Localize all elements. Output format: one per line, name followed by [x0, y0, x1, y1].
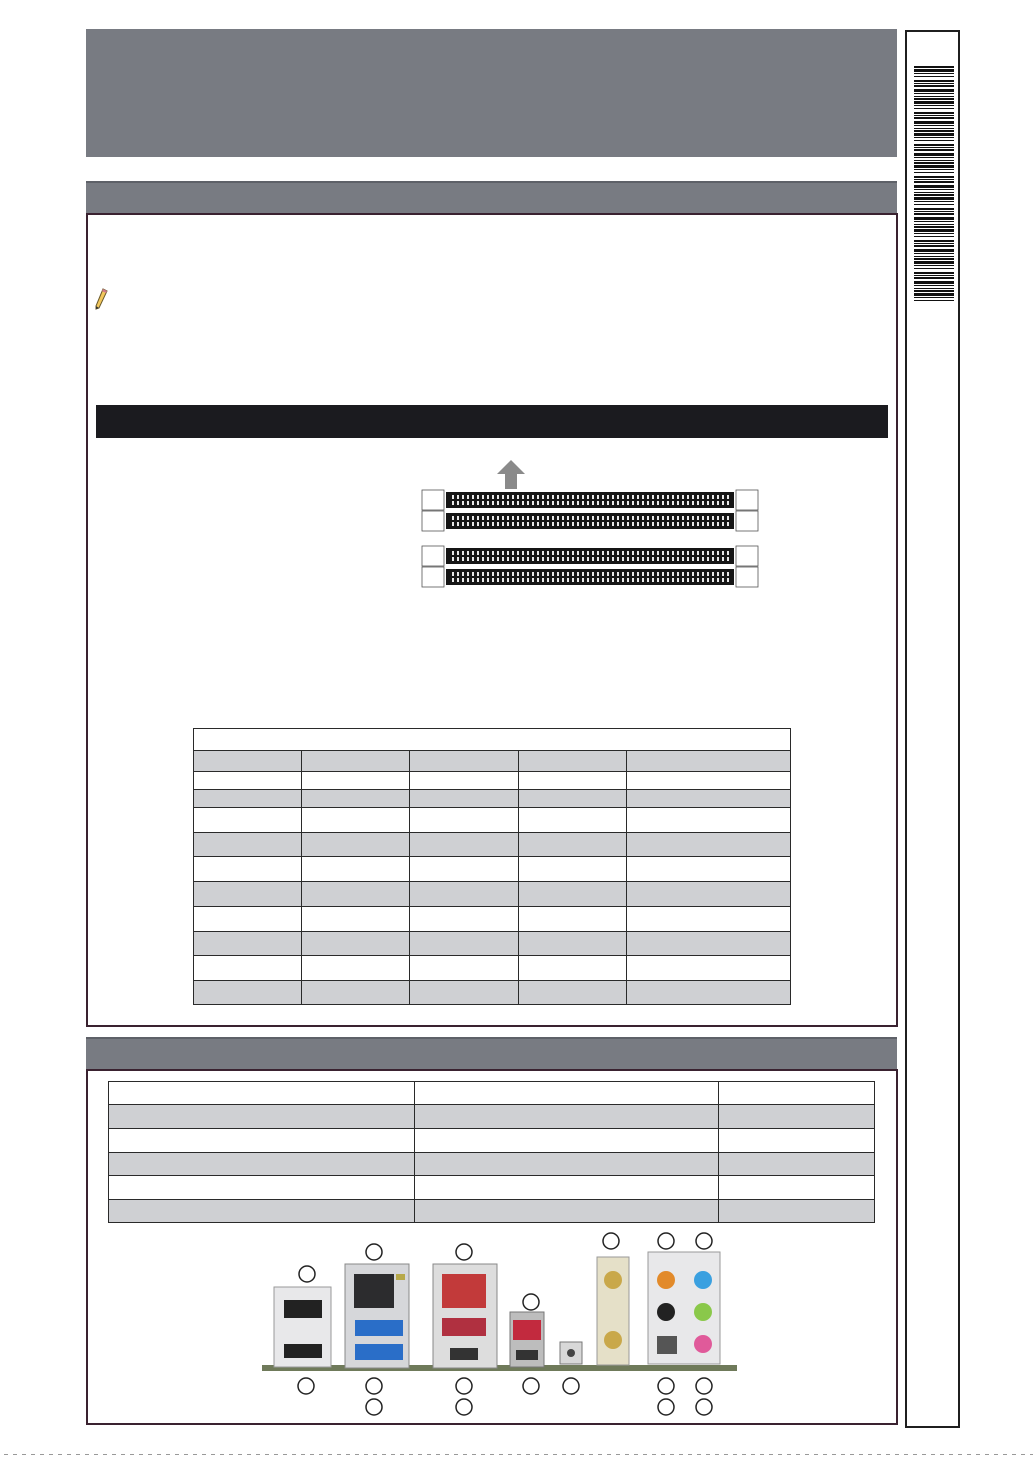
barcode-icon	[914, 66, 954, 304]
arrow-up-icon	[497, 460, 525, 489]
dimm-diagram-bar	[96, 405, 888, 438]
dimm-slot	[422, 490, 758, 510]
usb-red-stack	[510, 1312, 544, 1367]
antenna-ports	[597, 1257, 629, 1365]
dimm-slot	[422, 567, 758, 587]
io-section-title	[86, 1039, 897, 1053]
dimm-slot	[422, 546, 758, 566]
header-band	[86, 29, 897, 157]
dimm-slot-diagram	[420, 458, 760, 598]
audio-jacks	[648, 1252, 720, 1364]
memory-population-table	[193, 728, 791, 1005]
crop-marks	[0, 1452, 1033, 1458]
io-table	[108, 1081, 875, 1223]
lan-usb-stack-2	[433, 1264, 497, 1368]
pencil-icon	[94, 288, 108, 312]
dimm-slot	[422, 511, 758, 531]
back-panel-io-diagram	[262, 1232, 737, 1422]
displayport-hdmi-port	[274, 1287, 331, 1367]
lan-usb-stack-1	[345, 1264, 409, 1368]
dimm-diagram-title	[96, 405, 112, 421]
memory-table-caption	[194, 729, 791, 751]
memory-section-bar	[86, 181, 897, 213]
io-section-bar	[86, 1037, 897, 1069]
memory-section-title	[86, 183, 897, 197]
